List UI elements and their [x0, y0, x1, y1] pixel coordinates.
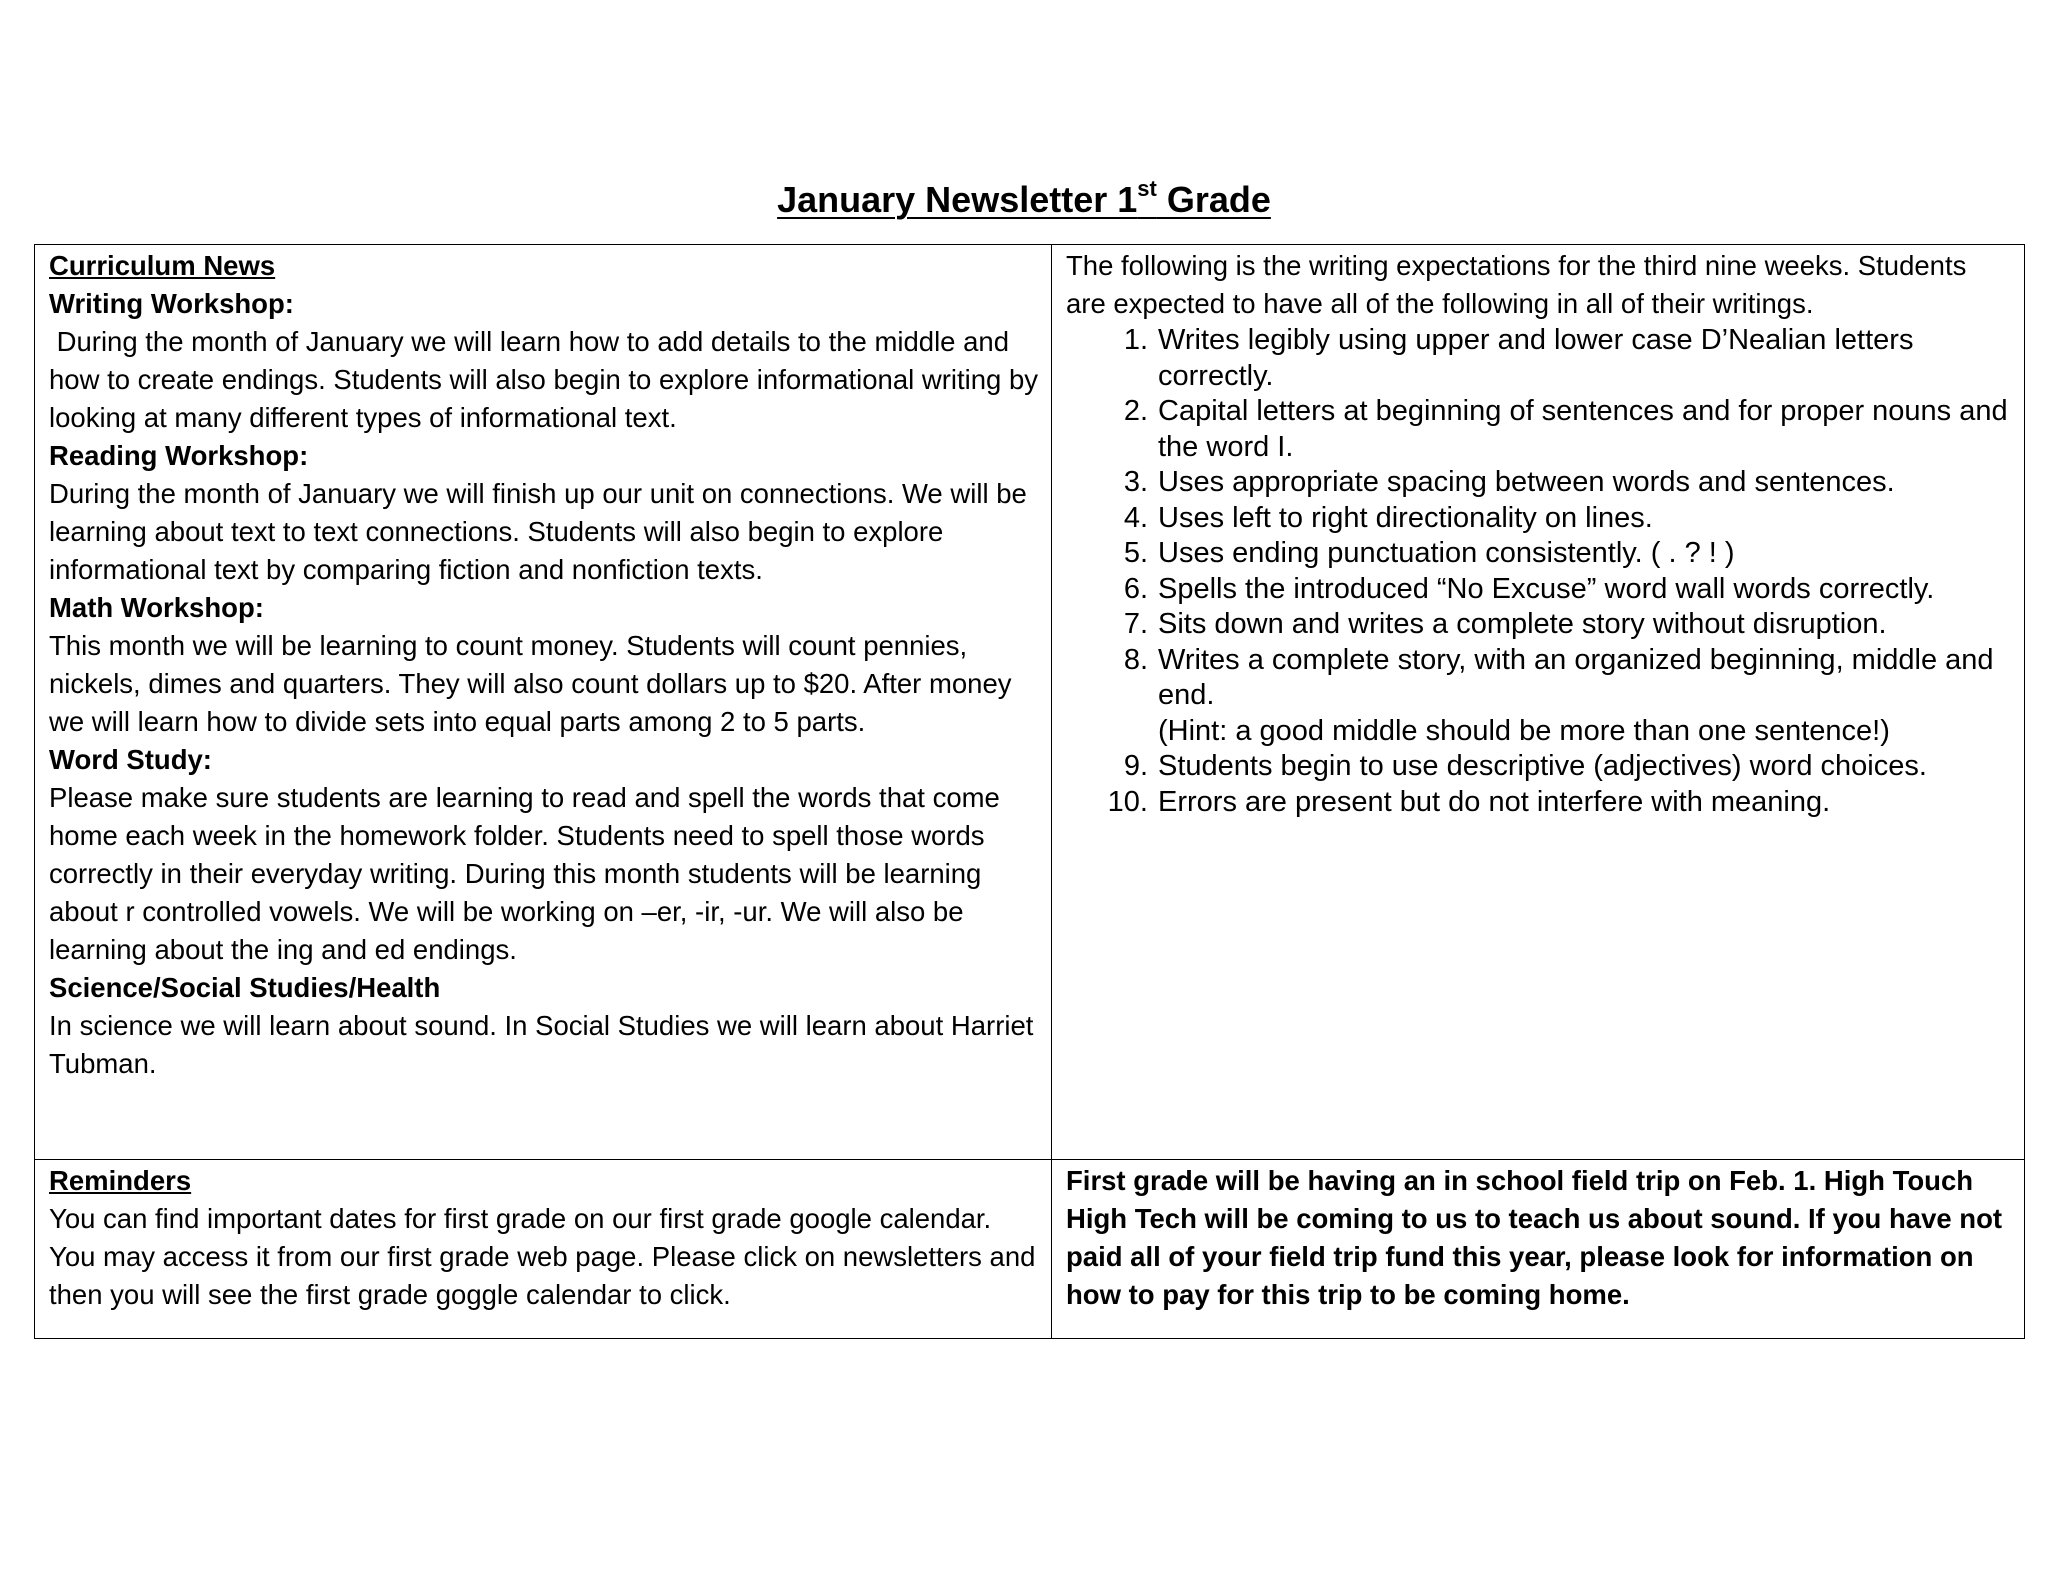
- field-trip-cell: [1052, 1160, 2025, 1339]
- list-item: [1066, 536, 2012, 572]
- list-item-text: Uses left to right directionality on lines.: [1158, 501, 1653, 534]
- table-row: [35, 245, 2025, 1160]
- table-row: [35, 1160, 2025, 1339]
- list-item-text: Writes legibly using upper and lower case D’Nealian letters correctly.: [1158, 324, 1914, 392]
- list-item-number: 5.: [1123, 537, 1148, 569]
- reminders-cell: [35, 1160, 1052, 1339]
- word-study-text: Please make sure students are learning to read and spell the words that come home each week in the homework folder. Students need to spell those words correctly in their everyday writing. During this month students will be learning about r controlled vowels. We will be working on –er, -ir, -ur. We will also be learning about the ing and ed endings.: [49, 782, 1000, 965]
- list-item: [1066, 607, 2012, 643]
- curriculum-news-cell: [35, 245, 1052, 1160]
- list-item-text: Uses appropriate spacing between words and sentences.: [1158, 466, 1895, 498]
- reading-workshop-heading: Reading Workshop:: [49, 440, 309, 471]
- list-item-number: 9.: [1123, 750, 1148, 782]
- list-item: [1066, 785, 2012, 821]
- writing-expectations-list: [1066, 323, 2012, 820]
- writing-workshop-text: During the month of January we will learn how to add details to the middle and how to create endings. Students will also begin to explore informational writing by looking at many different types of informational text.: [49, 326, 1046, 433]
- page-title: [777, 178, 1271, 222]
- science-social-studies-health-heading: Science/Social Studies/Health: [49, 972, 441, 1003]
- list-item-hint: (Hint: a good middle should be more than one sentence!): [1158, 714, 1890, 747]
- title-main: January Newsletter 1: [777, 179, 1138, 220]
- list-item-number: 2.: [1123, 395, 1148, 427]
- science-social-studies-health-text: In science we will learn about sound. In Social Studies we will learn about Harriet Tubman.: [49, 1010, 1034, 1079]
- writing-expectations-intro: The following is the writing expectations for the third nine weeks. Students are expected to have all of the following in all of their writings.: [1066, 250, 1967, 319]
- list-item: [1066, 643, 2012, 750]
- title-end: Grade: [1156, 179, 1271, 220]
- list-item: [1066, 572, 2012, 608]
- list-item: [1066, 465, 2012, 501]
- list-item-number: 7.: [1123, 608, 1148, 640]
- title-wrap: [0, 178, 2048, 222]
- curriculum-news-heading: Curriculum News: [49, 250, 276, 281]
- list-item-text: Errors are present but do not interfere with meaning.: [1158, 785, 1831, 818]
- list-item: [1066, 323, 2012, 394]
- title-superscript: st: [1137, 176, 1157, 201]
- list-item-text: Uses ending punctuation consistently. ( . ? ! ): [1158, 537, 1735, 569]
- reading-workshop-text: During the month of January we will finish up our unit on connections. We will be learning about text to text connections. Students will also begin to explore informational text by comparing fiction and nonfiction texts.: [49, 478, 1027, 585]
- word-study-heading: Word Study:: [49, 744, 212, 775]
- list-item-number: 8.: [1123, 643, 1148, 676]
- list-item-number: 4.: [1123, 501, 1148, 534]
- newsletter-table: [34, 244, 2025, 1339]
- math-workshop-text: This month we will be learning to count money. Students will count pennies, nickels, dimes and quarters. They will also count dollars up to $20. After money we will learn how to divide sets into equal parts among 2 to 5 parts.: [49, 630, 1012, 737]
- list-item-text: Sits down and writes a complete story without disruption.: [1158, 608, 1887, 640]
- writing-expectations-cell: [1052, 245, 2025, 1160]
- list-item-text: Students begin to use descriptive (adjectives) word choices.: [1158, 750, 1927, 782]
- list-item-number: 6.: [1123, 572, 1148, 605]
- list-item-text: Spells the introduced “No Excuse” word wall words correctly.: [1158, 572, 1935, 605]
- list-item: [1066, 394, 2012, 465]
- reminders-heading: Reminders: [49, 1165, 192, 1196]
- reminders-text: You can find important dates for first grade on our first grade google calendar. You may access it from our first grade web page. Please click on newsletters and then you will see the first grade goggle calendar to click.: [49, 1203, 1036, 1310]
- list-item: [1066, 501, 2012, 537]
- list-item-number: 1.: [1123, 324, 1148, 356]
- math-workshop-heading: Math Workshop:: [49, 592, 264, 623]
- writing-workshop-heading: Writing Workshop:: [49, 288, 294, 319]
- list-item-text: Capital letters at beginning of sentences and for proper nouns and the word I.: [1158, 395, 2008, 463]
- list-item-text: Writes a complete story, with an organized beginning, middle and end.: [1158, 643, 1994, 711]
- list-item-number: 3.: [1123, 466, 1148, 498]
- list-item-number: 10.: [1107, 785, 1148, 818]
- field-trip-text: First grade will be having an in school field trip on Feb. 1. High Touch High Tech will be coming to us to teach us about sound. If you have not paid all of your field trip fund this year, please look for information on how to pay for this trip to be coming home.: [1066, 1165, 2003, 1310]
- list-item: [1066, 749, 2012, 785]
